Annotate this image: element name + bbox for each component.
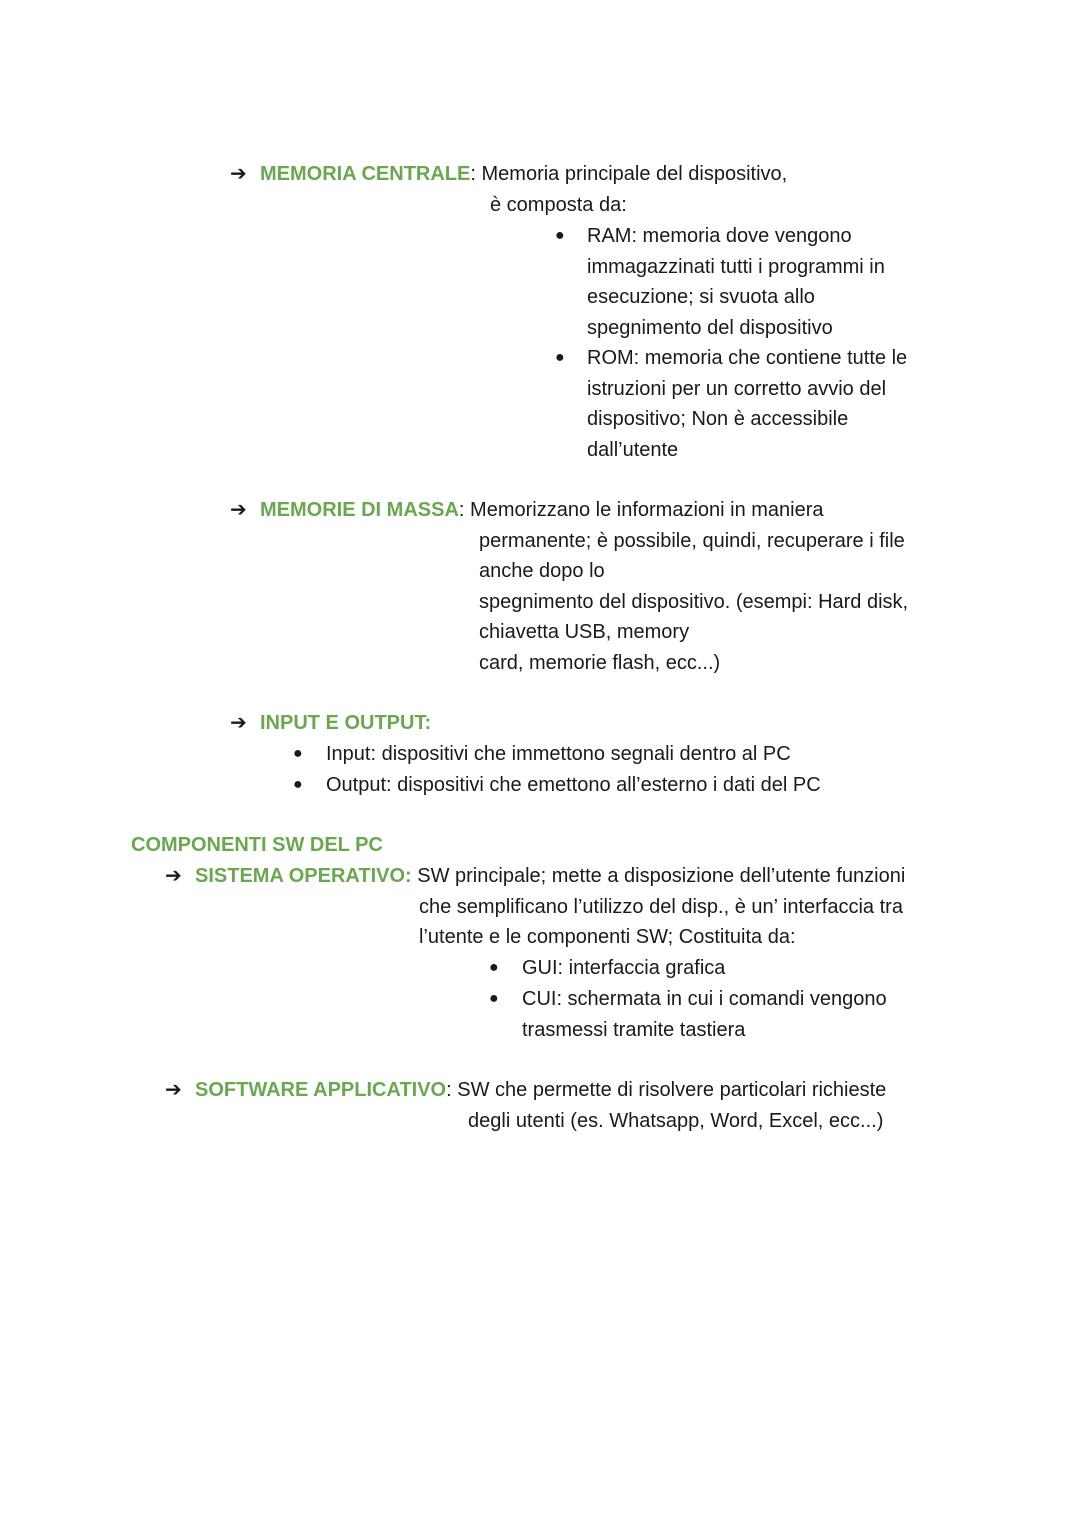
ram-line-2: immagazzinati tutti i programmi in xyxy=(587,256,885,278)
software-applicativo-heading xyxy=(165,1078,886,1102)
software-applicativo-title: SOFTWARE APPLICATIVO xyxy=(195,1079,447,1101)
rom-line-3: dispositivo; Non è accessibile xyxy=(587,408,849,430)
software-applicativo-text-1: SW che permette di risolvere particolari richieste xyxy=(457,1079,887,1101)
memoria-centrale-colon: : xyxy=(470,163,476,185)
gui-item: GUI: interfaccia grafica xyxy=(522,957,726,979)
output-item: Output: dispositivi che emettono all’esterno i dati del PC xyxy=(326,774,821,796)
memorie-di-massa-heading xyxy=(230,498,824,522)
cui-item-line-1: CUI: schermata in cui i comandi vengono xyxy=(522,988,887,1010)
input-item: Input: dispositivi che immettono segnali dentro al PC xyxy=(326,743,791,765)
ram-line-4: spegnimento del dispositivo xyxy=(587,317,833,339)
memorie-di-massa-text-6: card, memorie flash, ecc...) xyxy=(479,652,721,674)
cui-item-line-2: trasmessi tramite tastiera xyxy=(522,1019,746,1041)
bullet-icon: ● xyxy=(555,349,565,366)
sistema-operativo-text-2: che semplificano l’utilizzo del disp., è un’ interfaccia tra xyxy=(419,896,903,918)
bullet-icon: ● xyxy=(489,990,499,1007)
memorie-di-massa-text-3: anche dopo lo xyxy=(479,560,605,582)
sistema-operativo-title: SISTEMA OPERATIVO: xyxy=(195,865,412,887)
memorie-di-massa-text-5: chiavetta USB, memory xyxy=(479,621,690,643)
sistema-operativo-text-3: l’utente e le componenti SW; Costituita da: xyxy=(419,926,796,948)
memoria-centrale-text-2: è composta da: xyxy=(490,194,627,216)
input-output-title: INPUT E OUTPUT: xyxy=(260,712,432,734)
arrow-right-icon: ➔ xyxy=(165,1079,182,1101)
memorie-di-massa-title: MEMORIE DI MASSA xyxy=(260,499,459,521)
memoria-centrale-text-1: Memoria principale del dispositivo, xyxy=(481,163,788,185)
sistema-operativo-text-1: SW principale; mette a disposizione dell’utente funzioni xyxy=(417,865,906,887)
sistema-operativo-heading xyxy=(165,864,905,888)
arrow-right-icon: ➔ xyxy=(230,163,247,185)
input-output-heading xyxy=(230,711,431,735)
memorie-di-massa-text-1: Memorizzano le informazioni in maniera xyxy=(470,499,824,521)
memoria-centrale-title: MEMORIA CENTRALE xyxy=(260,163,471,185)
memorie-di-massa-text-4: spegnimento del dispositivo. (esempi: Hard disk, xyxy=(479,591,909,613)
ram-line-1: RAM: memoria dove vengono xyxy=(587,225,852,247)
bullet-icon: ● xyxy=(293,776,303,793)
ram-line-3: esecuzione; si svuota allo xyxy=(587,286,815,308)
rom-line-4: dall’utente xyxy=(587,439,679,461)
software-applicativo-text-2: degli utenti (es. Whatsapp, Word, Excel, ecc...) xyxy=(468,1110,884,1132)
arrow-right-icon: ➔ xyxy=(230,712,247,734)
memorie-di-massa-colon: : xyxy=(458,499,465,521)
bullet-icon: ● xyxy=(293,745,303,762)
memorie-di-massa-text-2: permanente; è possibile, quindi, recuperare i file xyxy=(479,530,905,552)
arrow-right-icon: ➔ xyxy=(165,865,182,887)
arrow-right-icon: ➔ xyxy=(230,499,247,521)
rom-line-2: istruzioni per un corretto avvio del xyxy=(587,378,887,400)
rom-line-1: ROM: memoria che contiene tutte le xyxy=(587,347,908,369)
software-applicativo-colon: : xyxy=(446,1079,452,1101)
bullet-icon: ● xyxy=(489,959,499,976)
memoria-centrale-heading xyxy=(230,162,787,186)
bullet-icon: ● xyxy=(555,227,565,244)
componenti-sw-heading: COMPONENTI SW DEL PC xyxy=(131,834,383,856)
